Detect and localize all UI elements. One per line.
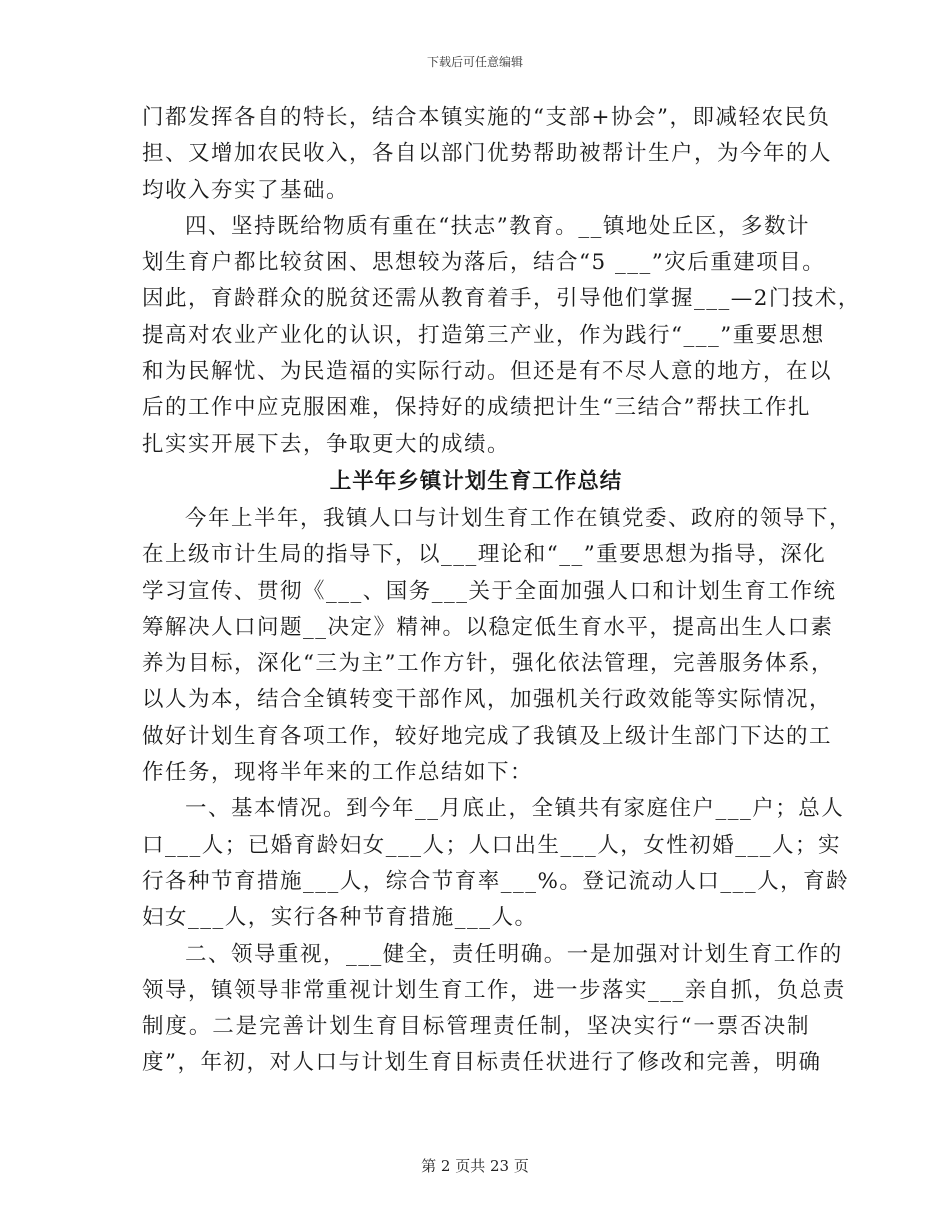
text-line-content: 门都发挥各自的特长，结合本镇实施的“支部+协会”，即减轻农民负 xyxy=(142,105,831,130)
text-line-content: 二、领导重视，___健全，责任明确。一是加强对计划生育工作的 xyxy=(185,941,843,967)
paragraph-group-1 xyxy=(142,100,861,463)
text-line-content: 学习宣传、贯彻《___、国务___关于全面加强人口和计划生育工作统 xyxy=(142,578,837,604)
text-line-content: 妇女___人，实行各种节育措施___人。 xyxy=(142,905,538,931)
text-line-content: 做好计划生育各项工作，较好地完成了我镇及上级计生部门下达的工 xyxy=(142,723,833,749)
text-line-content: 领导，镇领导非常重视计划生育工作，进一步落实___亲自抓，负总责 xyxy=(142,977,846,1003)
text-line-content: 筹解决人口问题__决定》精神。以稳定低生育水平，提高出生人口素 xyxy=(142,614,834,640)
text-line xyxy=(142,354,833,390)
text-line-content: 口___人；已婚育龄妇女___人；人口出生___人，女性初婚___人；实 xyxy=(142,832,842,858)
text-line xyxy=(142,682,833,718)
text-line-content: 提高对农业产业化的认识，打造第三产业，作为践行“___”重要思想 xyxy=(142,322,825,348)
text-line xyxy=(142,574,837,610)
text-line xyxy=(142,791,845,827)
section-title: 上半年乡镇计划生育工作总结 xyxy=(329,468,623,494)
page-footer: 第 2 页共 23 页 xyxy=(421,1157,529,1175)
text-line xyxy=(142,136,833,172)
document-body xyxy=(142,100,861,1082)
text-line xyxy=(142,900,810,936)
text-line xyxy=(142,1045,822,1081)
text-line xyxy=(142,537,827,573)
text-line xyxy=(142,937,843,973)
text-line xyxy=(142,1009,810,1045)
text-line xyxy=(142,100,831,136)
text-line-content: 在上级市计生局的指导下，以___理论和“__”重要思想为指导，深化 xyxy=(142,542,827,568)
text-line xyxy=(142,427,810,463)
text-line xyxy=(142,501,853,537)
text-line xyxy=(142,318,825,354)
text-line xyxy=(142,719,833,755)
text-line-content: 因此，育龄群众的脱贫还需从教育着手，引导他们掌握___—2门技术， xyxy=(142,286,861,312)
text-line-content: 以人为本，结合全镇转变干部作风，加强机关行政效能等实际情况， xyxy=(142,687,833,713)
text-line-content: 今年上半年，我镇人口与计划生育工作在镇党委、政府的领导下， xyxy=(185,505,853,531)
text-line xyxy=(142,973,846,1009)
text-line-content: 和为民解忧、为民造福的实际行动。但还是有不尽人意的地方，在以 xyxy=(142,359,833,385)
text-line xyxy=(142,646,834,682)
text-line xyxy=(142,173,810,209)
text-line xyxy=(142,245,826,281)
text-line-content: 行各种节育措施___人，综合节育率___%。登记流动人口___人，育龄 xyxy=(142,868,850,894)
text-line xyxy=(142,281,861,317)
text-line xyxy=(142,755,810,791)
text-line xyxy=(142,828,842,864)
text-line-content: 后的工作中应克服困难，保持好的成绩把计生“三结合”帮扶工作扎 xyxy=(142,395,811,421)
paragraph-group-2 xyxy=(142,501,853,1082)
text-line-content: 养为目标，深化“三为主”工作方针，强化依法管理，完善服务体系， xyxy=(142,651,834,677)
text-line-content: 扎实实开展下去，争取更大的成绩。 xyxy=(142,431,511,457)
text-line-content: 划生育户都比较贫困、思想较为落后，结合“5 ___”灾后重建项目。 xyxy=(142,250,826,276)
text-line-content: 四、坚持既给物质有重在“扶志”教育。__镇地处丘区，多数计 xyxy=(185,213,810,239)
text-line xyxy=(142,610,834,646)
text-line xyxy=(142,864,850,900)
text-line-content: 度”，年初，对人口与计划生育目标责任状进行了修改和完善，明确 xyxy=(142,1050,822,1076)
text-line-content: 担、又增加农民收入，各自以部门优势帮助被帮计生户，为今年的人 xyxy=(142,141,833,167)
page-header: 下载后可任意编辑 xyxy=(426,55,523,69)
text-line-content: 制度。二是完善计划生育目标管理责任制，坚决实行“一票否决制 xyxy=(142,1014,810,1040)
text-line-content: 作任务，现将半年来的工作总结如下： xyxy=(142,760,534,786)
text-line-content: 均收入夯实了基础。 xyxy=(142,177,350,203)
text-line xyxy=(142,390,810,426)
text-line-content: 一、基本情况。到今年__月底止，全镇共有家庭住户___户；总人 xyxy=(185,796,845,822)
text-line xyxy=(142,209,810,245)
